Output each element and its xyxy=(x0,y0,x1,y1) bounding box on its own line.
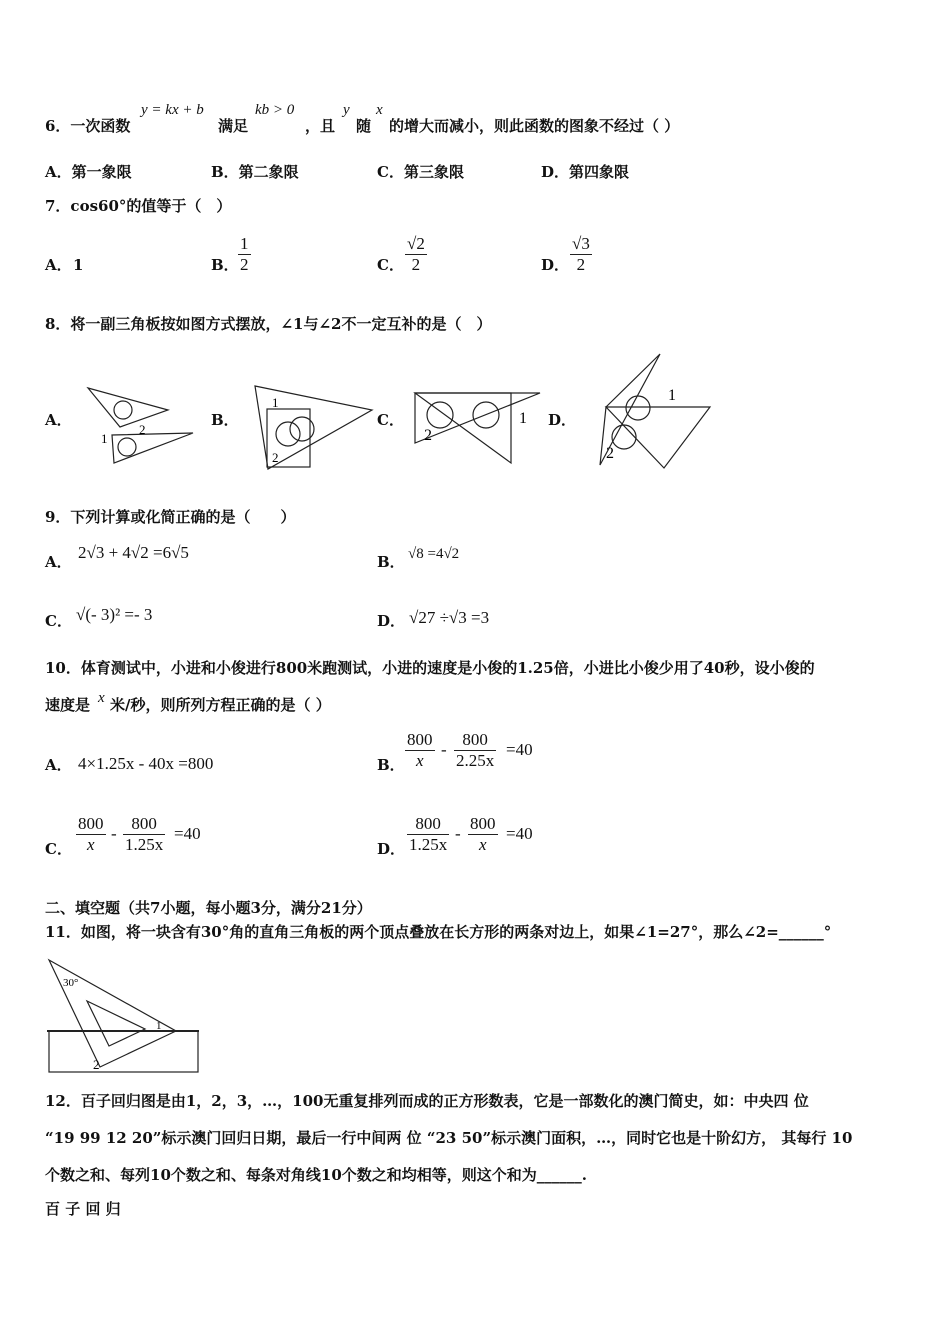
q6-option-b[interactable]: B．第二象限 xyxy=(211,163,299,181)
q8-a-angle1-label: 1 xyxy=(101,431,108,446)
q8-label-c[interactable]: C． xyxy=(377,411,404,429)
q10-b-frac2-num: 800 xyxy=(454,730,496,751)
q8-figure-c xyxy=(412,388,547,468)
q9-option-b-expr: √8 =4√2 xyxy=(408,546,460,562)
q7-d-numerator: √3 xyxy=(572,234,590,253)
q6-option-a[interactable]: A．第一象限 xyxy=(45,163,132,181)
q10-c-eq: =40 xyxy=(174,824,201,843)
q8-c-angle2-label: 2 xyxy=(424,427,432,444)
q10-b-frac1 xyxy=(405,730,435,771)
q10-d-frac1-den: 1.25x xyxy=(409,835,448,854)
q8-b-angle2-label: 2 xyxy=(272,450,279,465)
q6-stem-c: ，且 xyxy=(305,117,336,135)
q10-c-frac1-num: 800 xyxy=(78,814,104,833)
q10-c-frac2-den: 1.25x xyxy=(125,835,164,854)
q7-option-c-fraction xyxy=(405,234,427,275)
q9-option-c-expr: √(- 3)² =- 3 xyxy=(76,605,153,624)
q10-d-frac2-num: 800 xyxy=(470,814,496,833)
q7-option-a-value: 1 xyxy=(73,256,84,274)
q12-stem-line2: “19 99 12 20”标示澳门回归日期，最后一行中间两 位 “23 50”标示澳门面积，…，同时它也是十阶幻方， 其每行 10 xyxy=(45,1129,853,1147)
q9-stem: 9．下列计算或化简正确的是（ ） xyxy=(45,508,296,526)
q10-label-d[interactable]: D． xyxy=(377,840,406,858)
q10-b-eq: =40 xyxy=(506,740,533,759)
q6-option-c[interactable]: C．第三象限 xyxy=(377,163,464,181)
q10-d-frac1 xyxy=(407,814,449,855)
q8-figure-d xyxy=(598,350,713,472)
q10-d-frac2 xyxy=(468,814,498,855)
q6-formula-condition: kb > 0 xyxy=(255,102,295,118)
q8-label-d[interactable]: D． xyxy=(548,411,577,429)
q10-label-b[interactable]: B． xyxy=(377,756,405,774)
q11-stem: 11．如图，将一块含有30°角的直角三角板的两个顶点叠放在长方形的两条对边上，如果∠1=27°，那么∠2=______° xyxy=(45,923,832,941)
q11-angle2-label: 2 xyxy=(93,1057,100,1072)
q12-stem-line1: 12．百子回归图是由1，2，3，…，100无重复排列而成的正方形数表，它是一部数化的澳门简史，如：中央四 位 xyxy=(45,1092,809,1110)
q6-option-d[interactable]: D．第四象限 xyxy=(541,163,630,181)
q10-c-frac2 xyxy=(123,814,165,855)
q10-c-minus: - xyxy=(111,824,117,843)
q10-stem-line2a: 速度是 xyxy=(45,696,91,714)
q8-d-angle1-label: 1 xyxy=(668,387,676,404)
q11-figure xyxy=(45,955,205,1075)
q8-d-angle2-label: 2 xyxy=(606,445,614,462)
q10-d-frac2-den: x xyxy=(478,835,487,854)
q8-c-angle1-label: 1 xyxy=(519,410,527,427)
q10-b-frac1-den: x xyxy=(415,751,424,770)
q9-label-d[interactable]: D． xyxy=(377,612,406,630)
q6-stem-e: 的增大而减小，则此函数的图象不经过（ ） xyxy=(389,117,680,135)
q10-d-frac1-num: 800 xyxy=(407,814,449,835)
q7-option-d-fraction xyxy=(570,234,592,275)
q7-c-denominator: 2 xyxy=(411,255,421,274)
q7-label-b[interactable]: B． xyxy=(211,256,239,274)
q8-stem: 8．将一副三角板按如图方式摆放，∠1与∠2不一定互补的是（ ） xyxy=(45,315,492,333)
q8-figure-b xyxy=(250,384,380,474)
q9-option-a-expr: 2√3 + 4√2 =6√5 xyxy=(78,543,189,562)
q8-a-angle2-label: 2 xyxy=(139,422,146,437)
q10-option-a-expr: 4×1.25x - 40x =800 xyxy=(78,754,214,773)
q7-c-numerator: √2 xyxy=(407,234,425,253)
q10-c-frac1-den: x xyxy=(86,835,95,854)
q8-b-angle1-label: 1 xyxy=(272,395,279,410)
q6-stem-a: 6．一次函数 xyxy=(45,117,131,135)
q7-b-denominator: 2 xyxy=(240,255,249,274)
q10-stem-line1: 10．体育测试中，小进和小俊进行800米跑测试，小进的速度是小俊的1.25倍，小进比小俊少用了40秒，设小俊的 xyxy=(45,659,815,677)
q10-b-frac2-den: 2.25x xyxy=(456,751,495,770)
q9-label-a[interactable]: A． xyxy=(45,553,72,571)
q6-formula-y: y xyxy=(343,102,350,118)
q10-label-a[interactable]: A． xyxy=(45,756,72,774)
q7-option-b-fraction xyxy=(238,234,251,275)
q10-b-minus: - xyxy=(441,740,447,759)
q7-b-numerator: 1 xyxy=(240,234,249,253)
q9-label-c[interactable]: C． xyxy=(45,612,72,630)
q9-option-d-expr: √27 ÷√3 =3 xyxy=(409,608,490,627)
q11-angle1-label: 1 xyxy=(156,1020,162,1032)
q7-d-denominator: 2 xyxy=(576,255,586,274)
q10-stem-var-x: x xyxy=(98,690,105,706)
q10-d-minus: - xyxy=(455,824,461,843)
q7-label-a[interactable]: A． xyxy=(45,256,72,274)
q7-stem: 7．cos60°的值等于（ ） xyxy=(45,197,232,215)
q10-stem-line2b: 米/秒，则所列方程正确的是（ ） xyxy=(110,696,331,714)
q8-label-a[interactable]: A． xyxy=(45,411,72,429)
q8-label-b[interactable]: B． xyxy=(211,411,239,429)
q10-b-frac1-num: 800 xyxy=(407,730,433,749)
q8-figure-a xyxy=(85,380,200,470)
q6-stem-b: 满足 xyxy=(218,117,249,135)
q10-d-eq: =40 xyxy=(506,824,533,843)
q10-c-frac1 xyxy=(76,814,106,855)
q10-label-c[interactable]: C． xyxy=(45,840,72,858)
q7-label-d[interactable]: D． xyxy=(541,256,570,274)
q6-stem-d: 随 xyxy=(356,117,372,135)
q10-c-frac2-num: 800 xyxy=(123,814,165,835)
q12-stem-line3: 个数之和、每列10个数之和、每条对角线10个数之和均相等，则这个和为______. xyxy=(45,1166,587,1184)
q6-formula-x: x xyxy=(376,102,383,118)
q11-angle30-label: 30° xyxy=(63,977,79,989)
q10-b-frac2 xyxy=(454,730,496,771)
q7-label-c[interactable]: C． xyxy=(377,256,404,274)
q9-label-b[interactable]: B． xyxy=(377,553,405,571)
section2-heading: 二、填空题（共7小题，每小题3分，满分21分） xyxy=(45,899,372,917)
q12-figure-title: 百 子 回 归 xyxy=(45,1200,121,1218)
q6-formula-function: y = kx + b xyxy=(141,102,204,118)
